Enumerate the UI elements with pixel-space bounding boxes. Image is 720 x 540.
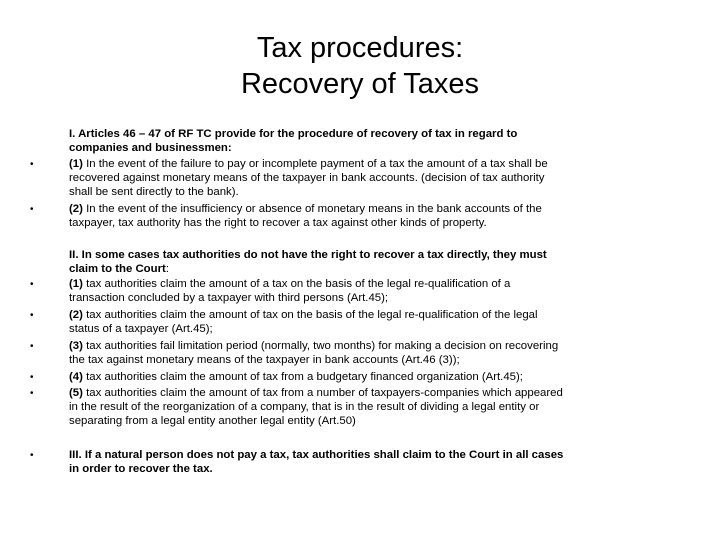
- section-1-item-2-cont: taxpayer, tax authority has the right to recover a tax against other kinds of property.: [69, 217, 487, 229]
- bullet-icon: •: [30, 310, 34, 321]
- title-line-1: Tax procedures:: [256, 32, 464, 64]
- section-1-item-1-cont2: shall be sent directly to the bank).: [69, 186, 239, 198]
- section-1-item-1: (1) In the event of the failure to pay or incomplete payment of a tax the amount of a tax shall be: [69, 158, 548, 170]
- section-3-text-cont: in order to recover the tax.: [69, 463, 213, 475]
- section-3-text: III. If a natural person does not pay a tax, tax authorities shall claim to the Court in all cases: [69, 449, 564, 461]
- section-2-item-2-cont: status of a taxpayer (Art.45);: [69, 323, 213, 335]
- section-1-item-2: (2) In the event of the insufficiency or absence of monetary means in the bank accounts of the: [69, 203, 542, 215]
- bullet-icon: •: [30, 341, 34, 352]
- bullet-icon: •: [30, 279, 34, 290]
- section-2-item-2: (2) tax authorities claim the amount of tax on the basis of the legal re-qualification of the legal: [69, 309, 538, 321]
- title-line-2: Recovery of Taxes: [240, 68, 480, 100]
- section-2-item-1: (1) tax authorities claim the amount of a tax on the basis of the legal re-qualification of a: [69, 278, 511, 290]
- bullet-icon: •: [30, 159, 34, 170]
- section-2-item-4: (4) tax authorities claim the amount of tax from a budgetary financed organization (Art.45);: [69, 371, 523, 383]
- section-2-item-5-cont: in the result of the reorganization of a company, that is in the result of dividing a legal entity or: [69, 401, 540, 413]
- section-2-item-1-cont: transaction concluded by a taxpayer with third persons (Art.45);: [69, 292, 389, 304]
- section-2-item-5: (5) tax authorities claim the amount of tax from a number of taxpayers-companies which appeared: [69, 387, 563, 399]
- bullet-icon: •: [30, 204, 34, 215]
- section-2-item-3-cont: the tax against monetary means of the taxpayer in bank accounts (Art.46 (3));: [69, 354, 460, 366]
- bullet-icon: •: [30, 372, 34, 383]
- section-1-item-1-cont: recovered against monetary means of the taxpayer in bank accounts. (decision of tax authority: [69, 172, 545, 184]
- bullet-icon: •: [30, 450, 34, 461]
- section-1-heading-cont: companies and businessmen:: [69, 142, 232, 154]
- section-2-item-3: (3) tax authorities fail limitation period (normally, two months) for making a decision on recovering: [69, 340, 559, 352]
- bullet-icon: •: [30, 388, 34, 399]
- section-2-heading: II. In some cases tax authorities do not have the right to recover a tax directly, they must: [69, 249, 547, 261]
- section-2-heading-cont: claim to the Court:: [69, 263, 169, 275]
- section-1-heading: I. Articles 46 – 47 of RF TC provide for the procedure of recovery of tax in regard to: [69, 128, 518, 140]
- section-2-item-5-cont2: separating from a legal entity another legal entity (Art.50): [69, 415, 356, 427]
- slide-title: [0, 30, 720, 102]
